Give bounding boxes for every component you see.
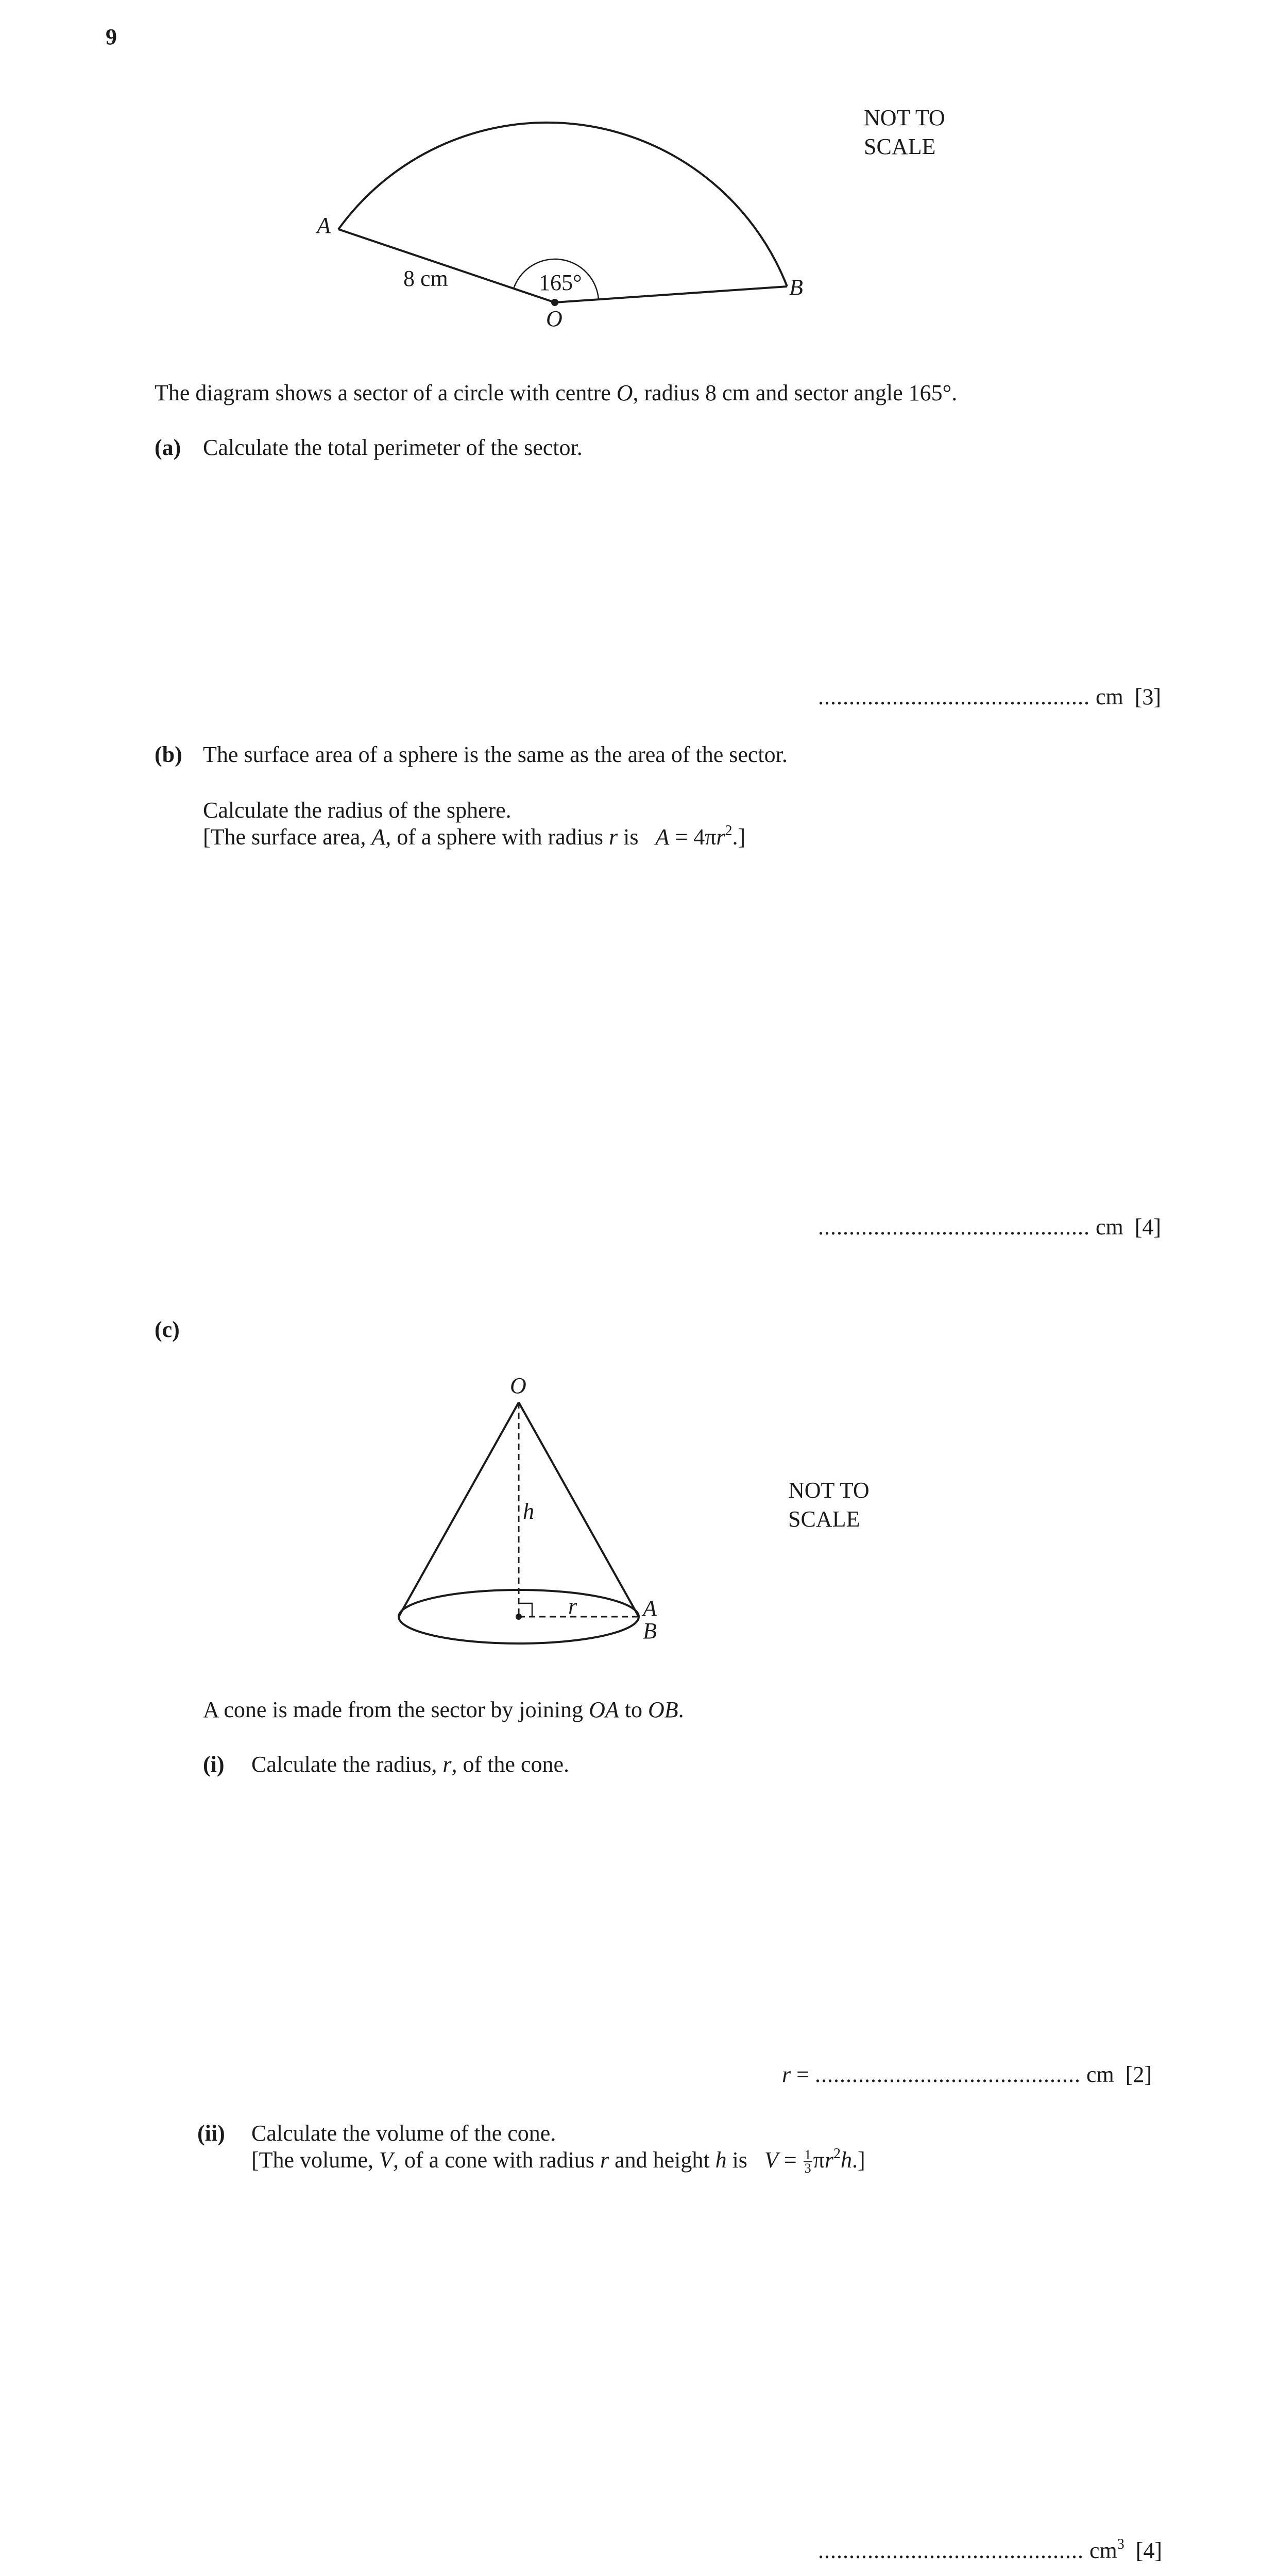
part-a-marks: [3]	[1134, 684, 1162, 709]
label-O: O	[546, 306, 563, 331]
part-a-answer-line[interactable]: ............................................ cm [3]	[818, 684, 1162, 709]
part-a-label: (a)	[155, 435, 181, 460]
part-c-i-answer-line[interactable]: r = ........................................... cm [2]	[782, 2062, 1152, 2087]
cone-base-centre	[516, 1614, 522, 1620]
part-b-label: (b)	[155, 742, 182, 767]
not-to-scale-line2: SCALE	[864, 134, 936, 159]
part-c-i-text: Calculate the radius, r, of the cone.	[251, 1752, 570, 1777]
intro-text: The diagram shows a sector of a circle with centre O, radius 8 cm and sector angle 165°.	[155, 380, 958, 405]
part-c-i-marks: [2]	[1125, 2062, 1152, 2087]
radius-label: 8 cm	[403, 266, 448, 291]
part-c-i-label: (i)	[203, 1752, 225, 1777]
part-c-ii-marks: [4]	[1135, 2538, 1163, 2563]
cone-not-to-scale-line2: SCALE	[788, 1506, 860, 1532]
part-b-line2: Calculate the radius of the sphere.	[203, 798, 512, 823]
cone-left-edge	[399, 1402, 519, 1617]
cone-intro-text: A cone is made from the sector by joining OA to OB.	[203, 1697, 684, 1722]
part-b-formula: [The surface area, A, of a sphere with radius r is $A = 4\pi r^2$.]	[203, 823, 746, 850]
part-b-answer-line[interactable]: ............................................ cm [4]	[818, 1214, 1162, 1240]
label-B: B	[789, 275, 803, 300]
question-number: 9	[106, 24, 117, 49]
part-c-ii-formula: [The volume, V, of a cone with radius r and height h is V = $\frac{1}{3}$ $\pi r^2h$.]	[251, 2146, 865, 2176]
cone-not-to-scale-line1: NOT TO	[788, 1478, 870, 1503]
cone-label-O: O	[510, 1373, 526, 1398]
one-third-fraction: $\frac{1}{3}$	[804, 2147, 811, 2176]
part-c-ii-text: Calculate the volume of the cone.	[251, 2121, 556, 2146]
cone-label-r: r	[568, 1594, 577, 1619]
label-A: A	[317, 213, 331, 238]
cone-right-edge	[519, 1402, 639, 1617]
cone-label-h: h	[523, 1499, 534, 1524]
part-c-ii-answer-line[interactable]: ........................................... $cm^3$ [4]	[818, 2536, 1163, 2563]
part-a-text: Calculate the total perimeter of the sector.	[203, 435, 583, 460]
part-c-label: (c)	[155, 1317, 180, 1342]
part-b-marks: [4]	[1134, 1214, 1162, 1240]
part-c-ii-label: (ii)	[197, 2121, 225, 2146]
part-b-text: The surface area of a sphere is the same as the area of the sector.	[203, 742, 788, 767]
angle-label: 165°	[539, 270, 582, 295]
not-to-scale-line1: NOT TO	[864, 105, 945, 130]
cone-label-A: A	[643, 1596, 657, 1621]
cone-label-B: B	[643, 1618, 657, 1643]
